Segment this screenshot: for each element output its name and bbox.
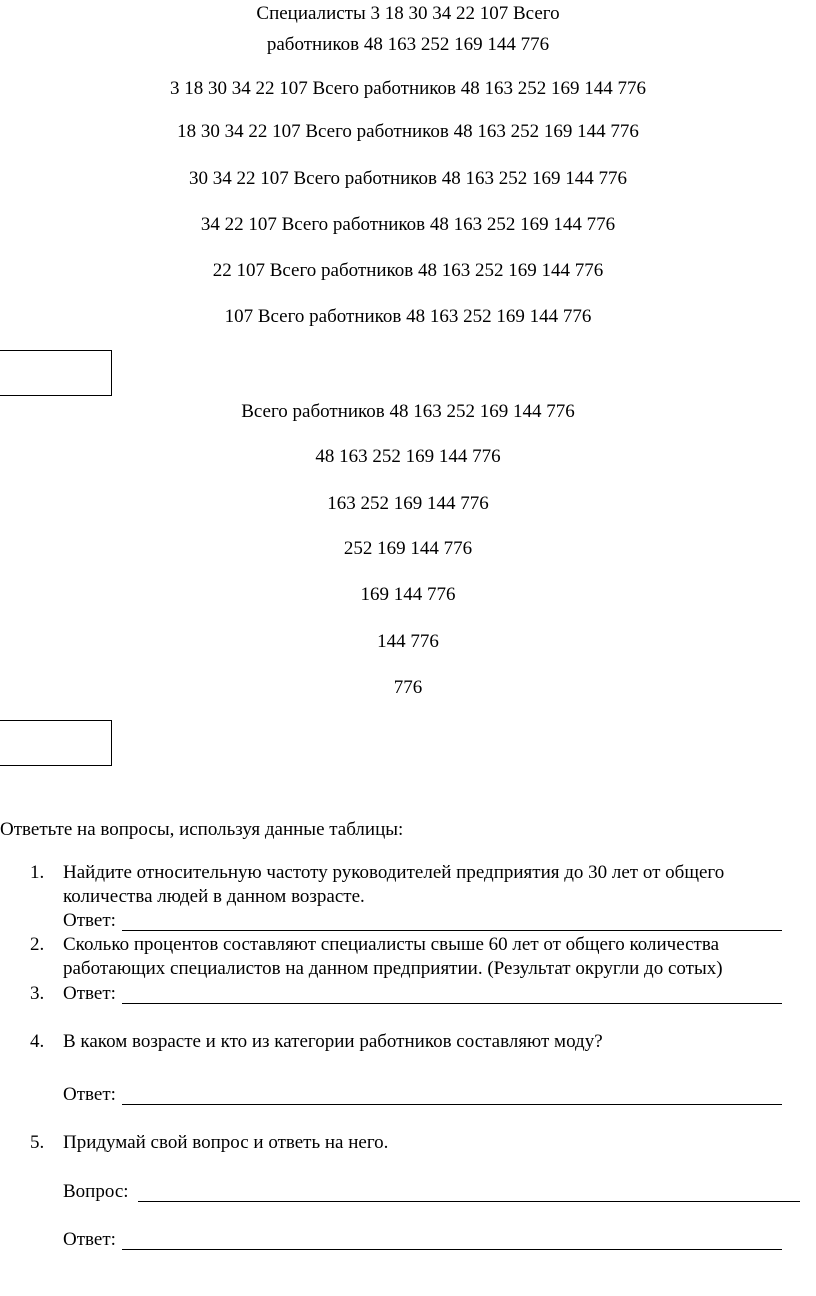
question-2-text-cont: работающих специалистов на данном предприятии. (Результат округли до сотых) xyxy=(63,958,723,979)
question-number: 2. xyxy=(30,934,45,955)
answer-line-4[interactable] xyxy=(122,1104,782,1105)
empty-box xyxy=(0,720,112,766)
question-number: 4. xyxy=(30,1031,45,1052)
question-1-text-cont: количества людей в данном возрасте. xyxy=(63,886,365,907)
question-number: 3. xyxy=(30,983,45,1004)
question-label: Вопрос: xyxy=(63,1181,129,1202)
empty-box xyxy=(0,350,112,396)
answer-line-1[interactable] xyxy=(122,930,782,931)
instructions-heading: Ответьте на вопросы, используя данные таблицы: xyxy=(0,819,404,840)
answer-line-3[interactable] xyxy=(122,1003,782,1004)
repeated-line: 34 22 107 Всего работников 48 163 252 169 144 776 xyxy=(200,214,616,235)
repeated-line: 22 107 Всего работников 48 163 252 169 144 776 xyxy=(212,260,604,281)
answer-label: Ответ: xyxy=(63,1084,116,1105)
repeated-line: 48 163 252 169 144 776 xyxy=(315,446,501,467)
repeated-line: 18 30 34 22 107 Всего работников 48 163 252 169 144 776 xyxy=(177,121,639,142)
question-1-text: Найдите относительную частоту руководителей предприятия до 30 лет от общего xyxy=(63,862,725,883)
question-line-5[interactable] xyxy=(138,1201,800,1202)
question-5-text: Придумай свой вопрос и ответь на него. xyxy=(63,1132,389,1153)
question-4-text: В каком возрасте и кто из категории работников составляют моду? xyxy=(63,1031,603,1052)
repeated-line: 107 Всего работников 48 163 252 169 144 776 xyxy=(224,306,592,327)
repeated-line: 252 169 144 776 xyxy=(343,538,473,559)
repeated-line: 163 252 169 144 776 xyxy=(327,493,489,514)
header-line-2: работников 48 163 252 169 144 776 xyxy=(266,34,550,55)
repeated-line: 169 144 776 xyxy=(360,584,456,605)
answer-label: Ответ: xyxy=(63,983,116,1004)
answer-label: Ответ: xyxy=(63,1229,116,1250)
question-2-text: Сколько процентов составляют специалисты свыше 60 лет от общего количества xyxy=(63,934,720,955)
repeated-line: 30 34 22 107 Всего работников 48 163 252 169 144 776 xyxy=(188,168,628,189)
question-number: 1. xyxy=(30,862,45,883)
repeated-line: 3 18 30 34 22 107 Всего работников 48 163 252 169 144 776 xyxy=(169,78,647,99)
repeated-line: 776 xyxy=(393,677,423,698)
answer-label: Ответ: xyxy=(63,910,116,931)
answer-line-5[interactable] xyxy=(122,1249,782,1250)
repeated-line: Всего работников 48 163 252 169 144 776 xyxy=(241,401,575,422)
question-number: 5. xyxy=(30,1132,45,1153)
repeated-line: 144 776 xyxy=(377,631,439,652)
header-line-1: Специалисты 3 18 30 34 22 107 Всего xyxy=(256,3,560,24)
